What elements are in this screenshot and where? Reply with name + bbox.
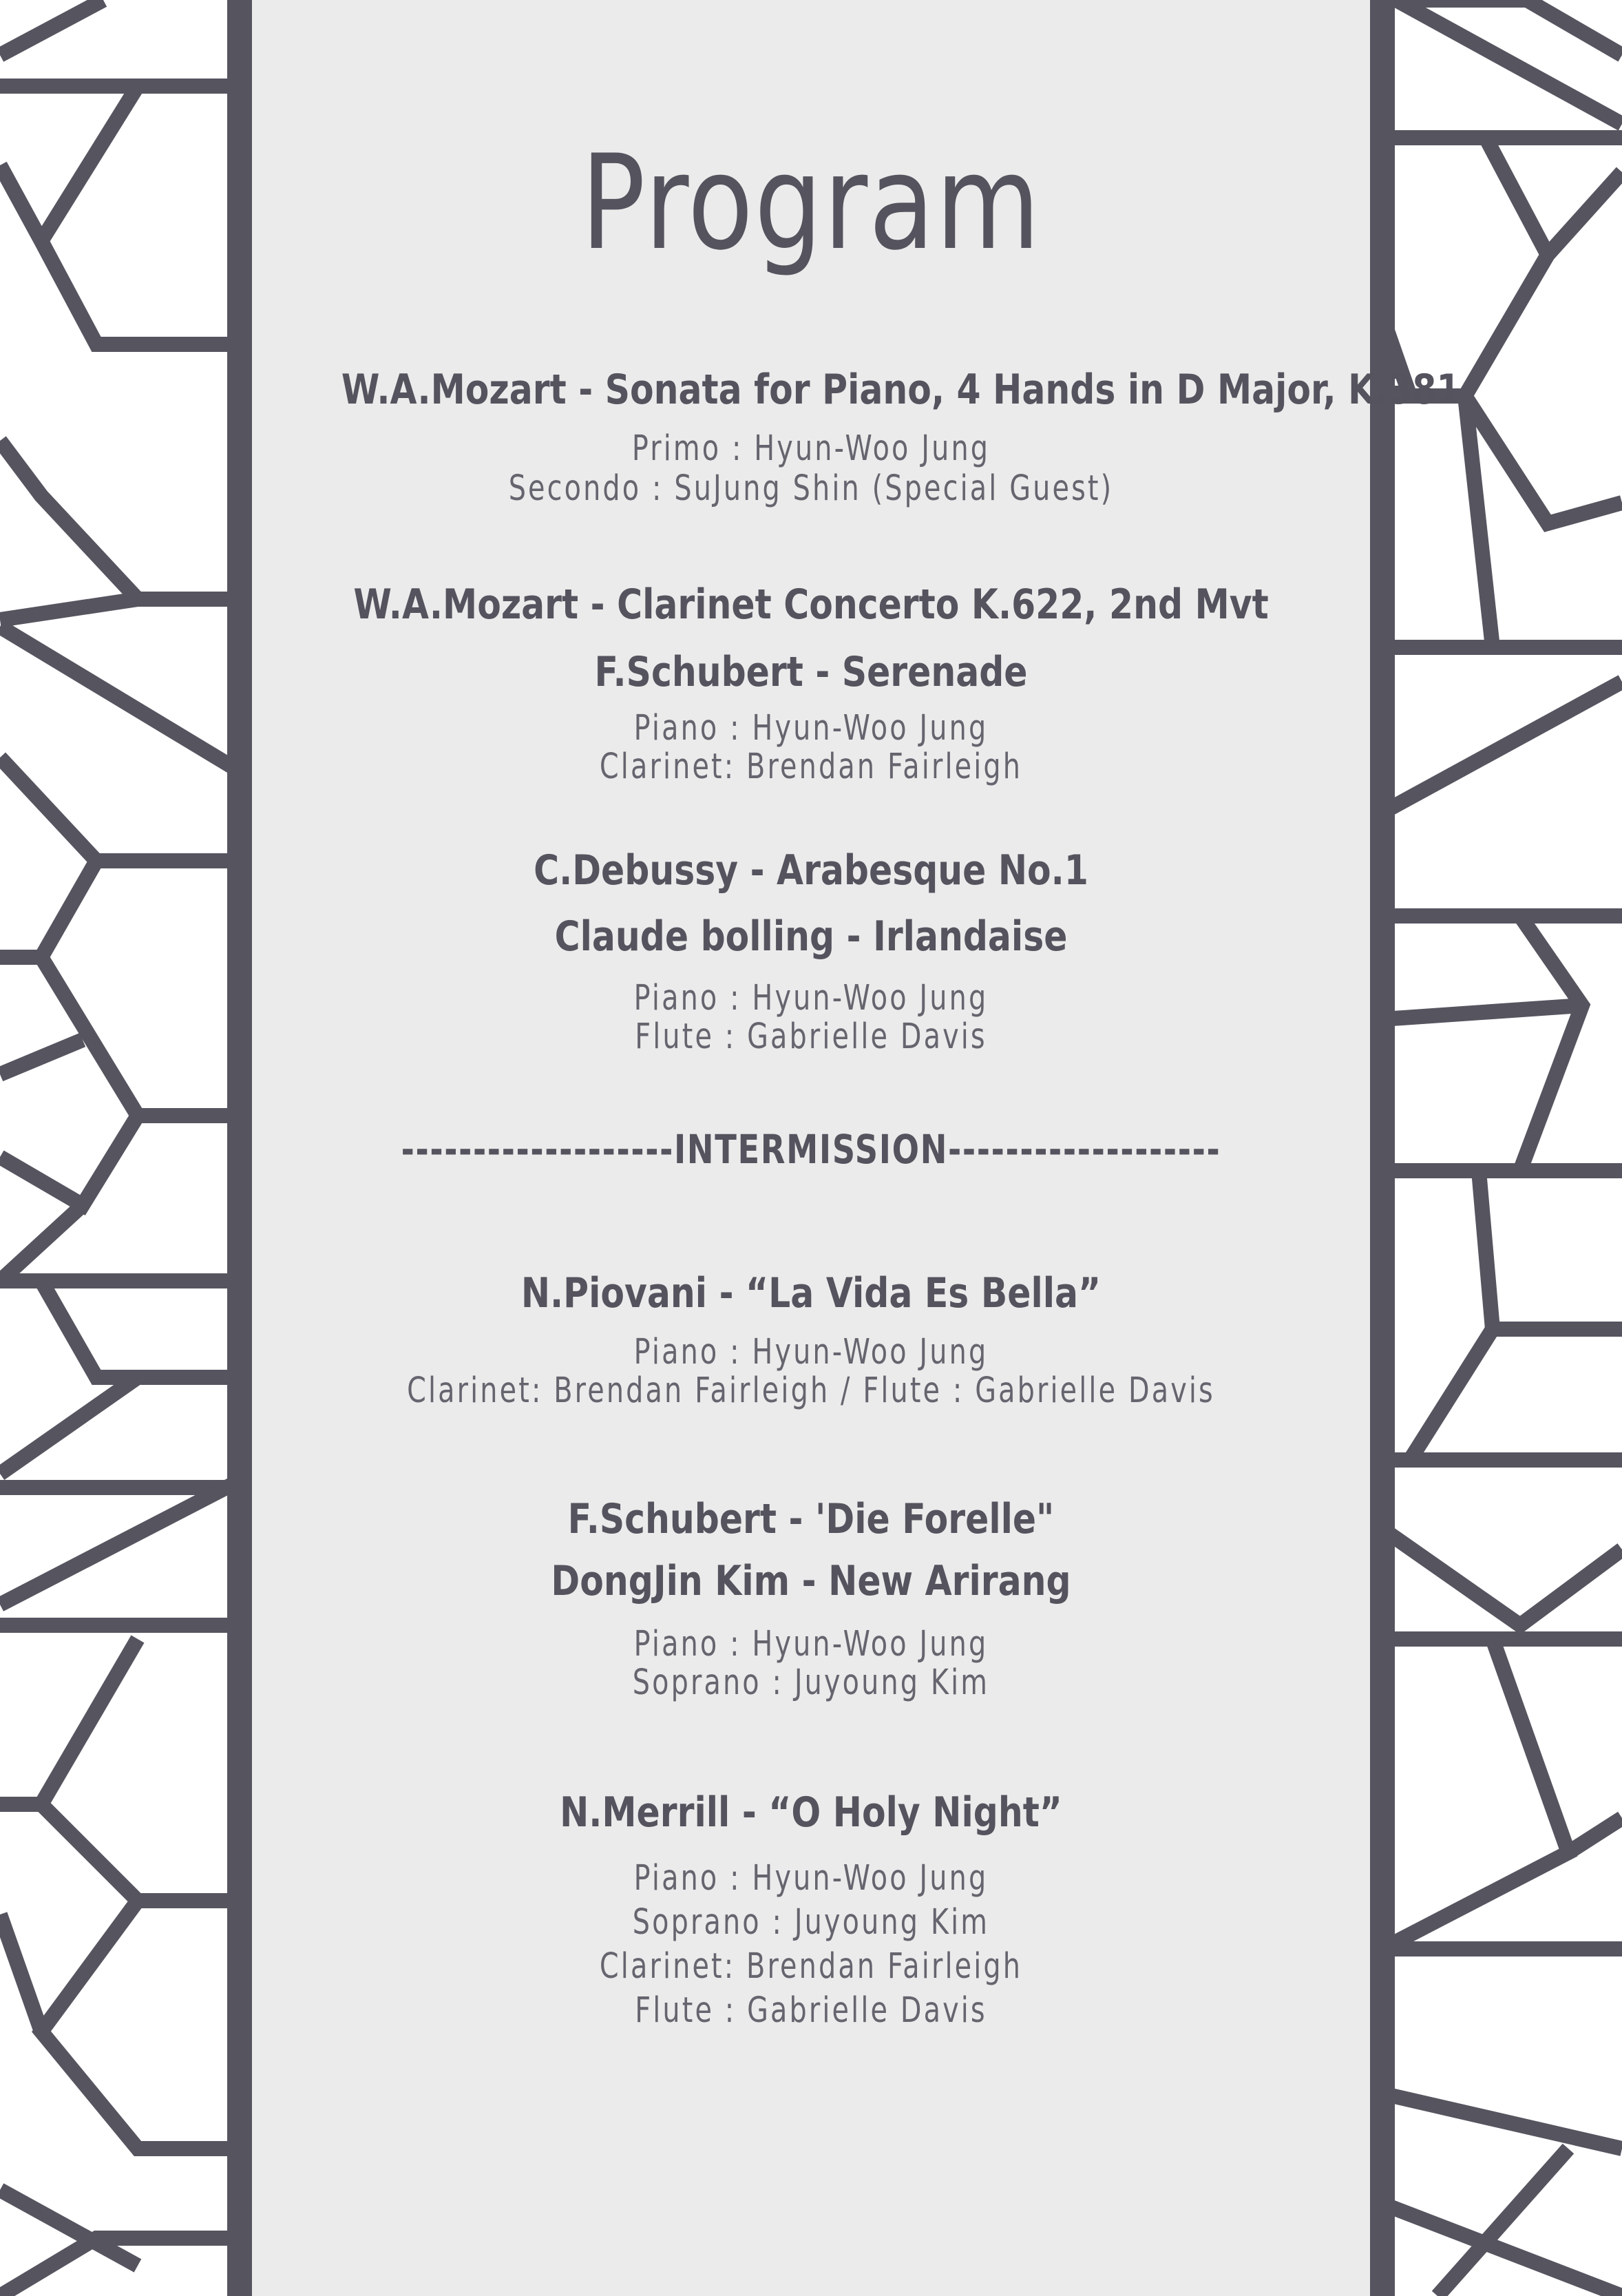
performer-line: Piano : Hyun-Woo Jung	[633, 1332, 989, 1373]
performer-line: Piano : Hyun-Woo Jung	[633, 708, 989, 749]
performer-line: Piano : Hyun-Woo Jung	[633, 978, 989, 1019]
performer-line: Clarinet: Brendan Fairleigh	[599, 747, 1023, 787]
right-geometric-pattern	[1382, 0, 1622, 2296]
piece-title: N.Piovani - “La Vida Es Bella”	[520, 1269, 1102, 1317]
piece-title: N.Merrill - “O Holy Night”	[560, 1788, 1062, 1837]
performer-line: Secondo : SuJung Shin (Special Guest)	[508, 468, 1114, 509]
performer-line: Clarinet: Brendan Fairleigh / Flute : Gabrielle Davis	[407, 1370, 1215, 1411]
performer-line: Piano : Hyun-Woo Jung	[633, 1858, 989, 1899]
piece-title: F.Schubert - Serenade	[594, 648, 1028, 696]
performer-line: Primo : Hyun-Woo Jung	[631, 428, 991, 469]
performer-line: Clarinet: Brendan Fairleigh	[599, 1946, 1023, 1987]
piece-title: C.Debussy - Arabesque No.1	[534, 846, 1088, 895]
intermission-divider: -------------------INTERMISSION-------------------	[401, 1126, 1221, 1173]
performer-line: Soprano : Juyoung Kim	[632, 1662, 990, 1703]
piece-title: W.A.Mozart - Sonata for Piano, 4 Hands in D Major, K.381	[341, 366, 1461, 414]
performer-line: Piano : Hyun-Woo Jung	[633, 1624, 989, 1664]
piece-title: W.A.Mozart - Clarinet Concerto K.622, 2nd Mvt	[353, 581, 1269, 629]
performer-line: Soprano : Juyoung Kim	[632, 1902, 990, 1943]
performer-line: Flute : Gabrielle Davis	[635, 1016, 987, 1057]
piece-title: F.Schubert - 'Die Forelle"	[567, 1495, 1055, 1543]
piece-title: Claude bolling - Irlandaise	[554, 912, 1068, 961]
left-geometric-pattern	[0, 0, 240, 2296]
page-title: Program	[580, 127, 1042, 279]
piece-title: DongJin Kim - New Arirang	[551, 1557, 1071, 1605]
performer-line: Flute : Gabrielle Davis	[635, 1990, 987, 2031]
